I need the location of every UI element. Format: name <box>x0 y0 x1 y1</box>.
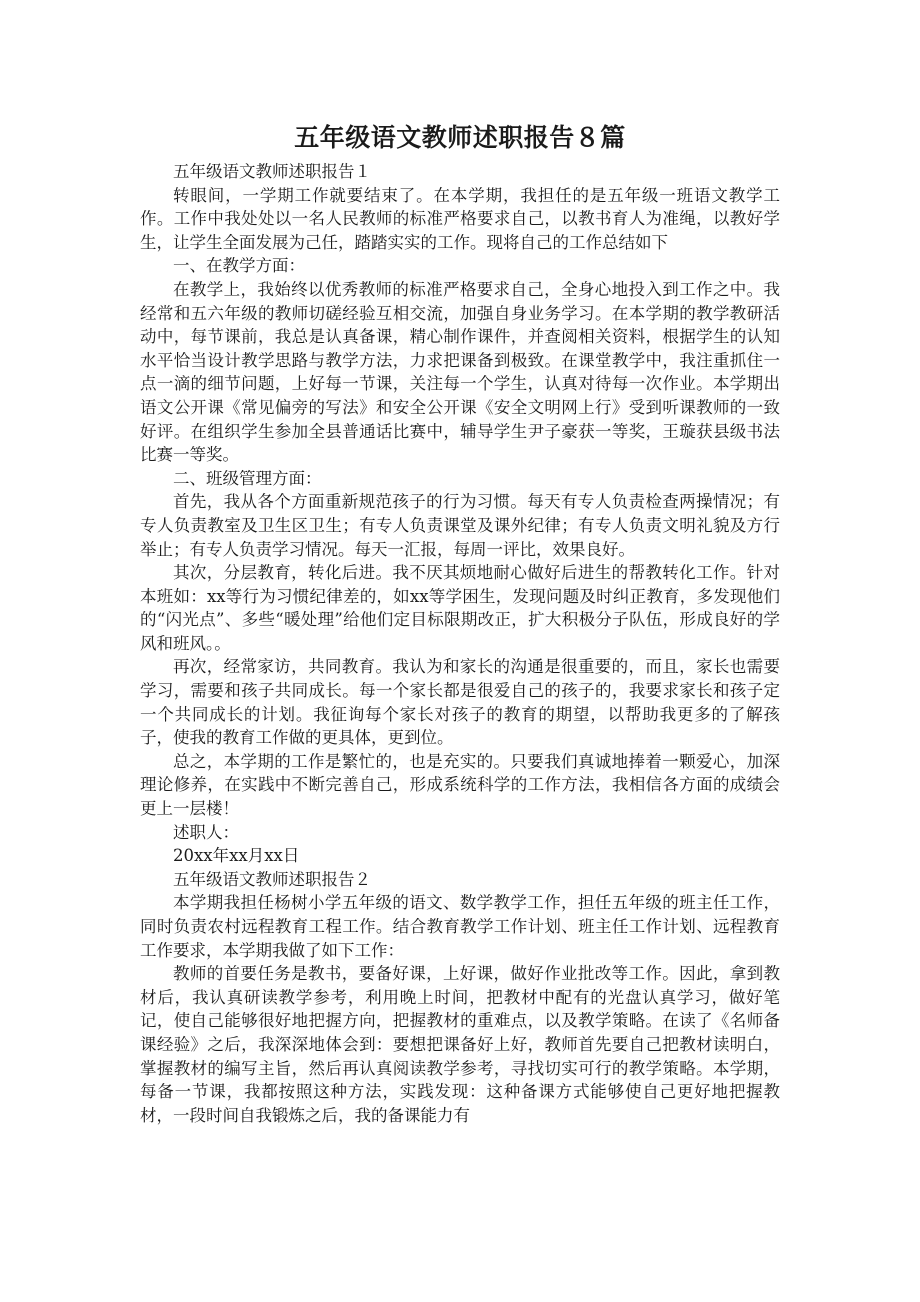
report-2-intro-paragraph: 本学期我担任杨树小学五年级的语文、数学教学工作，担任五年级的班主任工作，同时负责农村远程教育工程工作。结合教育教学工作计划、班主任工作计划、远程教育工作要求，本学期我做了如下工作： <box>140 893 780 960</box>
class-management-paragraph-3: 再次，经常家访，共同教育。我认为和家长的沟通是很重要的，而且，家长也需要学习，需要和孩子共同成长。每一个家长都是很爱自己的孩子的，我要求家长和孩子定一个共同成长的计划。我征询每个家长对孩子的教育的期望，以帮助我更多的了解孩子，使我的教育工作做的更具体，更到位。 <box>140 657 780 748</box>
report-1-intro-paragraph: 转眼间，一学期工作就要结束了。在本学期，我担任的是五年级一班语文教学工作。工作中我处处以一名人民教师的标准严格要求自己，以教书育人为准绳，以教好学生，让学生全面发展为己任，踏踏实实的工作。现将自己的工作总结如下 <box>140 185 780 252</box>
section-class-management-heading: 二、班级管理方面： <box>173 468 322 488</box>
document-title: 五年级语文教师述职报告８篇 <box>294 123 626 152</box>
summary-paragraph: 总之，本学期的工作是繁忙的，也是充实的。只要我们真诚地捧着一颗爱心，加深理论修养，在实践中不断完善自己，形成系统科学的工作方法，我相信各方面的成绩会更上一层楼！ <box>140 751 780 819</box>
signature-date: 20xx年xx月xx日 <box>173 846 300 866</box>
section-teaching-heading: 一、在教学方面： <box>173 256 305 276</box>
class-management-paragraph-2: 其次，分层教育，转化后进。我不厌其烦地耐心做好后进生的帮教转化工作。针对本班如：xx等行为习惯纪律差的，如xx等学困生，发现问题及时纠正教育，多发现他们的“闪光点”、多些“暖处理”给他们定目标限期改正，扩大积极分子队伍，形成良好的学风和班风。。 <box>140 563 780 653</box>
report-2-heading: 五年级语文教师述职报告２ <box>173 869 371 889</box>
section-teaching-paragraph: 在教学上，我始终以优秀教师的标准严格要求自己，全身心地投入到工作之中。我经常和五六年级的教师切磋经验互相交流，加强自身业务学习。在本学期的教学教研活动中，每节课前，我总是认真备课，精心制作课件，并查阅相关资料，根据学生的认知水平恰当设计教学思路与教学方法，力求把课备到极致。在课堂教学中，我注重抓住一点一滴的细节问题，上好每一节课，关注每一个学生，认真对待每一次作业。本学期出语文公开课《常见偏旁的写法》和安全公开课《安全文明网上行》受到听课教师的一致好评。在组织学生参加全县普通话比赛中，辅导学生尹子豪获一等奖，王璇获县级书法比赛一等奖。 <box>140 279 780 465</box>
signature-label: 述职人： <box>173 822 239 842</box>
class-management-paragraph-1: 首先，我从各个方面重新规范孩子的行为习惯。每天有专人负责检查两操情况；有专人负责教室及卫生区卫生；有专人负责课堂及课外纪律；有专人负责文明礼貌及方行举止；有专人负责学习情况。每天一汇报，每周一评比，效果良好。 <box>140 492 780 559</box>
report-2-lesson-prep-paragraph: 教师的首要任务是教书，要备好课，上好课，做好作业批改等工作。因此，拿到教材后，我认真研读教学参考，利用晚上时间，把教材中配有的光盘认真学习，做好笔记，使自己能够很好地把握方向，把握教材的重难点，以及教学策略。在读了《名师备课经验》之后，我深深地体会到：要想把课备好上好，教师首先要自己把教材读明白，掌握教材的编写主旨，然后再认真阅读教学参考，寻找切实可行的教学策略。本学期，每备一节课，我都按照这种方法，实践发现：这种备课方式能够使自己更好地把握教材，一段时间自我锻炼之后，我的备课能力有 <box>140 964 780 1125</box>
document-page <box>140 116 780 1127</box>
report-1-heading: 五年级语文教师述职报告１ <box>173 162 371 181</box>
